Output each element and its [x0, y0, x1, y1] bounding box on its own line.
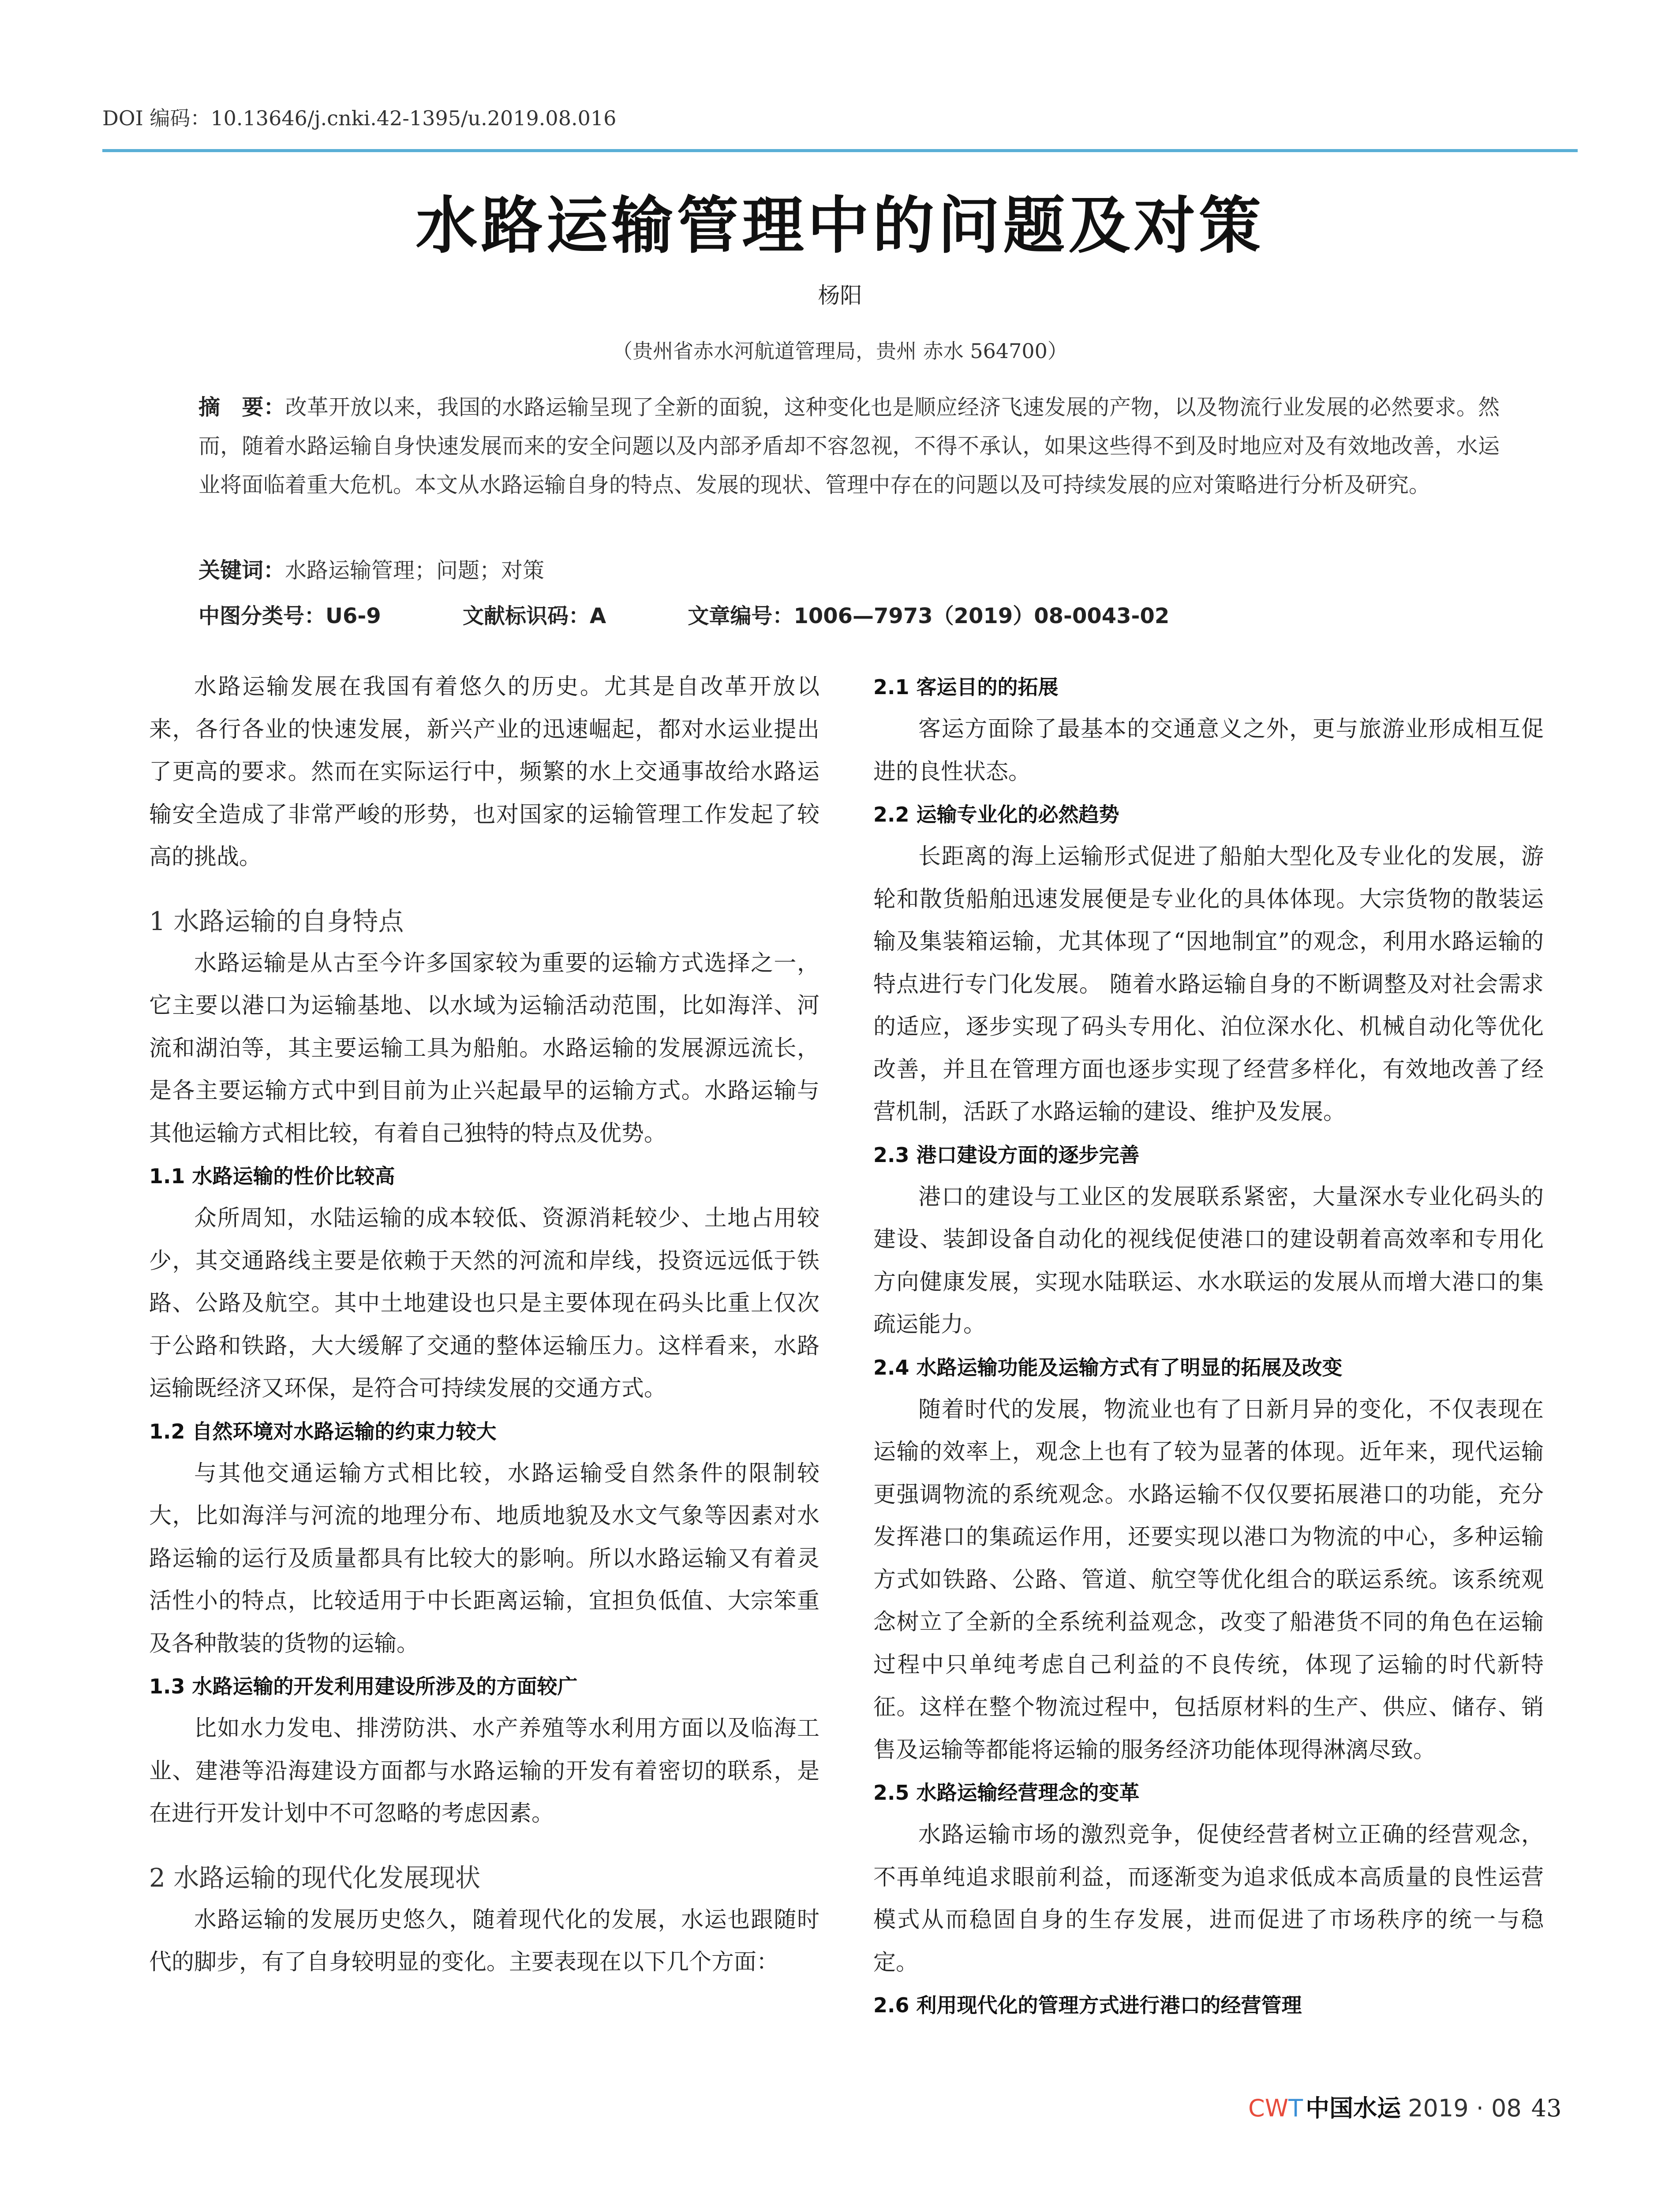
header-rule — [102, 149, 1578, 152]
paper-title: 水路运输管理中的问题及对策 — [415, 190, 1265, 262]
section-1-1-paragraph: 众所周知，水陆运输的成本较低、资源消耗较少、土地占用较少，其交通路线主要是依赖于天然的河流和岸线，投资远远低于铁路、公路及航空。其中土地建设也只是主要体现在码头比重上仅次于公路和铁路，大大缓解了交通的整体运输压力。这样看来，水路运输既经济又环保，是符合可持续发展的交通方式。 — [149, 1205, 819, 1401]
abstract-text: 改革开放以来，我国的水路运输呈现了全新的面貌，这种变化也是顺应经济飞速发展的产物，以及物流行业发展的必然要求。然而，随着水路运输自身快速发展而来的安全问题以及内部矛盾却不容忽视，不得不承认，如果这些得不到及时地应对及有效地改善，水运业将面临着重大危机。本文从水路运输自身的特点、发展的现状、管理中存在的问题以及可持续发展的应对策略进行分析及研究。 — [198, 395, 1500, 497]
page-footer — [1248, 2089, 1561, 2123]
clc-label: 中图分类号： — [198, 604, 326, 628]
section-2-heading: 2 水路运输的现代化发展现状 — [149, 1862, 481, 1893]
logo-letter-c: C — [1248, 2094, 1265, 2122]
abstract-label: 摘 要： — [198, 395, 285, 420]
section-2-4-paragraph: 随着时代的发展，物流业也有了日新月异的变化，不仅表现在运输的效率上，观念上也有了较为显著的体现。近年来，现代运输更强调物流的系统观念。水路运输不仅仅要拓展港口的功能，充分发挥港口的集疏运作用，还要实现以港口为物流的中心，多种运输方式如铁路、公路、管道、航空等优化组合的联运系统。该系统观念树立了全新的全系统利益观念，改变了船港货不同的角色在运输过程中只单纯考虑自己利益的不良传统，体现了运输的时代新特征。这样在整个物流过程中，包括原材料的生产、供应、储存、销售及运输等都能将运输的服务经济功能体现得淋漓尽致。 — [873, 1396, 1544, 1763]
section-2-2-heading: 2.2 运输专业化的必然趋势 — [873, 803, 1119, 826]
author-name: 杨阳 — [818, 283, 862, 308]
logo-letter-w: W — [1265, 2094, 1289, 2122]
clc-code — [198, 604, 381, 628]
keywords-label: 关键词： — [198, 558, 285, 583]
section-1-paragraph: 水路运输是从古至今许多国家较为重要的运输方式选择之一，它主要以港口为运输基地、以水域为运输活动范围，比如海洋、河流和湖泊等，其主要运输工具为船舶。水路运输的发展源远流长，是各主要运输方式中到目前为止兴起最早的运输方式。水路运输与其他运输方式相比较，有着自己独特的特点及优势。 — [149, 950, 819, 1147]
article-number — [688, 604, 1169, 628]
section-2-5-paragraph: 水路运输市场的激烈竞争，促使经营者树立正确的经营观念，不再单纯追求眼前利益，而逐渐变为追求低成本高质量的良性运营模式从而稳固自身的生存发展，进而促进了市场秩序的统一与稳定。 — [873, 1822, 1544, 1976]
keywords — [198, 553, 544, 584]
right-column — [873, 666, 1544, 2026]
section-2-3-heading: 2.3 港口建设方面的逐步完善 — [873, 1143, 1140, 1167]
section-2-3-paragraph: 港口的建设与工业区的发展联系紧密，大量深水专业化码头的建设、装卸设备自动化的视线促使港口的建设朝着高效率和专用化方向健康发展，实现水陆联运、水水联运的发展从而增大港口的集疏运能力。 — [873, 1184, 1544, 1338]
intro-paragraph: 水路运输发展在我国有着悠久的历史。尤其是自改革开放以来，各行各业的快速发展，新兴产业的迅速崛起，都对水运业提出了更高的要求。然而在实际运行中，频繁的水上交通事故给水路运输安全造成了非常严峻的形势，也对国家的运输管理工作发起了较高的挑战。 — [149, 674, 819, 870]
article-label: 文章编号： — [688, 604, 794, 628]
article-value: 1006—7973（2019）08-0043-02 — [793, 604, 1170, 628]
doc-value: A — [590, 604, 606, 628]
doi-code: DOI 编码：10.13646/j.cnki.42-1395/u.2019.08.016 — [102, 106, 617, 130]
section-2-4-heading: 2.4 水路运输功能及运输方式有了明显的拓展及改变 — [873, 1355, 1343, 1379]
section-1-2-paragraph: 与其他交通运输方式相比较，水路运输受自然条件的限制较大，比如海洋与河流的地理分布、地质地貌及水文气象等因素对水路运输的运行及质量都具有比较大的影响。所以水路运输又有着灵活性小的特点，比较适用于中长距离运输，宜担负低值、大宗笨重及各种散装的货物的运输。 — [149, 1460, 819, 1657]
section-2-5-heading: 2.5 水路运输经营理念的变革 — [873, 1781, 1140, 1805]
cwt-logo — [1248, 2094, 1303, 2122]
keywords-text: 水路运输管理；问题；对策 — [285, 558, 545, 583]
page-number: 43 — [1531, 2094, 1562, 2122]
logo-letter-t: T — [1288, 2094, 1303, 2122]
section-2-1-paragraph: 客运方面除了最基本的交通意义之外，更与旅游业形成相互促进的良性状态。 — [873, 716, 1544, 785]
section-1-3-paragraph: 比如水力发电、排涝防洪、水产养殖等水利用方面以及临海工业、建港等沿海建设方面都与水路运输的开发有着密切的联系，是在进行开发计划中不可忽略的考虑因素。 — [149, 1715, 819, 1827]
section-1-1-heading: 1.1 水路运输的性价比较高 — [149, 1164, 395, 1188]
section-1-heading: 1 水路运输的自身特点 — [149, 906, 404, 936]
clc-value: U6-9 — [326, 604, 381, 628]
journal-name: 中国水运 — [1306, 2094, 1401, 2122]
section-2-1-heading: 2.1 客运目的的拓展 — [873, 675, 1059, 699]
section-2-6-heading: 2.6 利用现代化的管理方式进行港口的经营管理 — [873, 1993, 1302, 2017]
author-affiliation: （贵州省赤水河航道管理局，贵州 赤水 564700） — [612, 339, 1068, 363]
issue-date: 2019 · 08 — [1408, 2094, 1522, 2122]
abstract — [198, 388, 1500, 505]
section-1-2-heading: 1.2 自然环境对水路运输的约束力较大 — [149, 1419, 497, 1443]
section-2-paragraph: 水路运输的发展历史悠久，随着现代化的发展，水运也跟随时代的脚步，有了自身较明显的变化。主要表现在以下几个方面： — [149, 1906, 819, 1975]
left-column — [149, 666, 819, 1984]
classification-meta — [198, 599, 1522, 629]
doc-label: 文献标识码： — [462, 604, 590, 628]
document-code — [463, 604, 606, 628]
section-2-2-paragraph: 长距离的海上运输形式促进了船舶大型化及专业化的发展，游轮和散货船舶迅速发展便是专业化的具体体现。大宗货物的散装运输及集装箱运输，尤其体现了“因地制宜”的观念，利用水路运输的特点进行专门化发展。 随着水路运输自身的不断调整及对社会需求的适应，逐步实现了码头专用化、泊位深水化、机械自动化等优化改善，并且在管理方面也逐步实现了经营多样化，有效地改善了经营机制，活跃了水路运输的建设、维护及发展。 — [873, 844, 1544, 1125]
section-1-3-heading: 1.3 水路运输的开发利用建设所涉及的方面较广 — [149, 1674, 578, 1698]
